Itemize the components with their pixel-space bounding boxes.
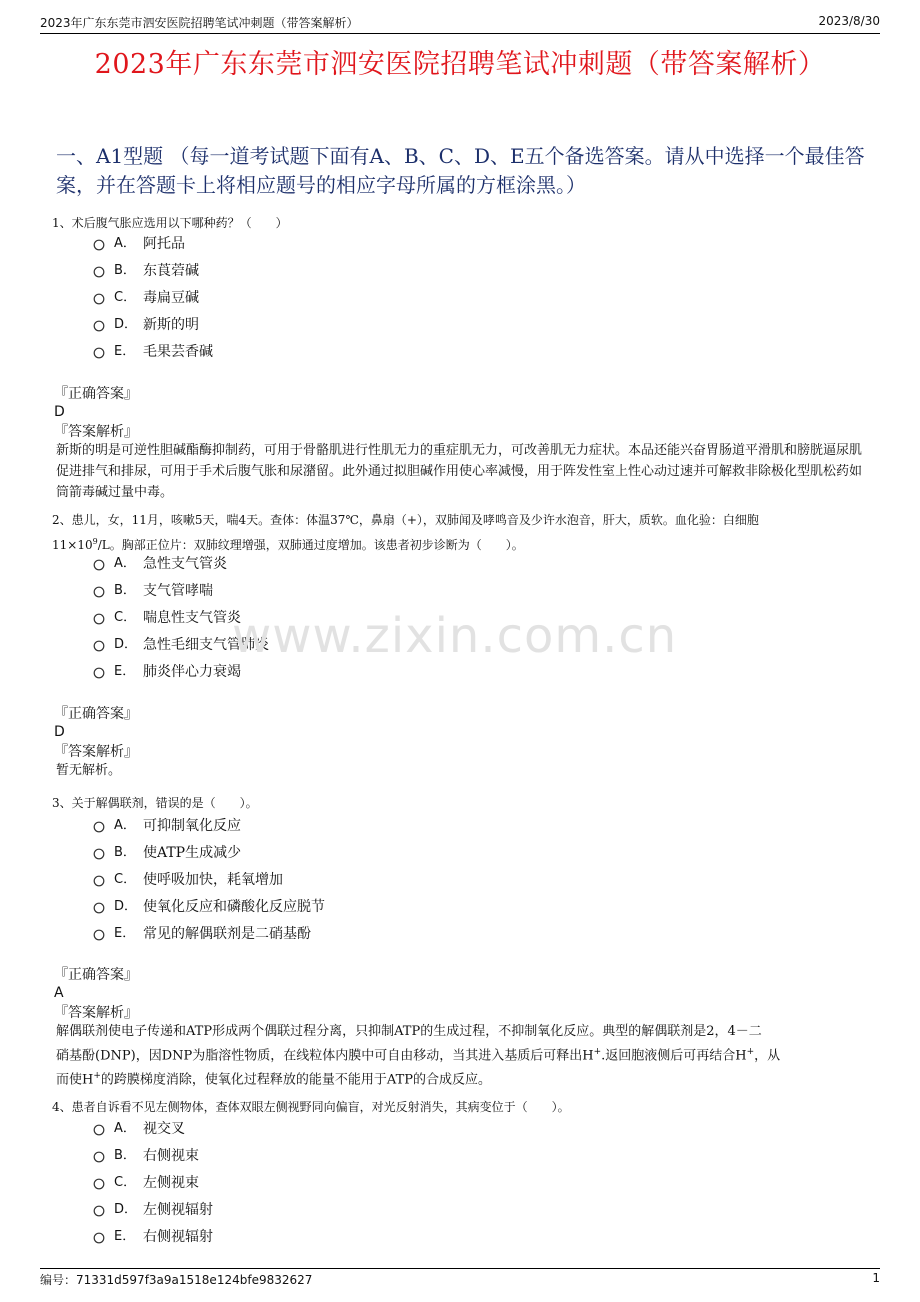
radio-icon[interactable] (93, 239, 105, 251)
correct-answer-2: D (54, 724, 65, 740)
radio-icon[interactable] (93, 613, 105, 625)
page-footer (40, 1271, 880, 1288)
radio-icon[interactable] (93, 1232, 105, 1244)
watermark: www.zixin.com.cn (232, 608, 678, 664)
radio-icon[interactable] (93, 902, 105, 914)
analysis-2: 暂无解析。 (56, 763, 122, 778)
correct-answer-1: D (54, 404, 65, 420)
header-rule (40, 33, 880, 34)
radio-icon[interactable] (93, 667, 105, 679)
correct-answer-3: A (54, 985, 64, 1001)
radio-icon[interactable] (93, 1124, 105, 1136)
radio-icon[interactable] (93, 1151, 105, 1163)
radio-icon[interactable] (93, 293, 105, 305)
question-3-stem: 3、关于解偶联剂，错误的是（ ）。 (52, 796, 258, 810)
radio-icon[interactable] (93, 875, 105, 887)
page-title: 2023年广东东莞市泗安医院招聘笔试冲刺题（带答案解析） (94, 49, 826, 80)
analysis-label: 『答案解析』 (54, 424, 138, 440)
radio-icon[interactable] (93, 266, 105, 278)
analysis-3: 解偶联剂使电子传递和ATP形成两个偶联过程分离，只抑制ATP的生成过程，不抑制氧化反应。典型的解偶联剂是2，4－二 硝基酚(DNP)，因DNP为脂溶性物质，在线粒体内膜中可自由移动，当其进入基质后可释出H+.返回胞液侧后可再结合H+，从 而使H+的跨膜梯度消除，使氧化过程释放的能量不能用于ATP的合成反应。 (56, 1024, 781, 1088)
correct-answer-label: 『正确答案』 (54, 967, 138, 983)
correct-answer-label: 『正确答案』 (54, 386, 138, 402)
header-doc-title: 2023年广东东莞市泗安医院招聘笔试冲刺题（带答案解析） (40, 16, 359, 30)
analysis-1: 新斯的明是可逆性胆碱酯酶抑制药，可用于骨骼肌进行性肌无力的重症肌无力，可改善肌无力症状。本品还能兴奋胃肠道平滑肌和膀胱逼尿肌促进排气和排尿，可用于手术后腹气胀和尿潴留。此外通过拟胆碱作用使心率减慢，用于阵发性室上性心动过速并可解救非除极化型肌松药如筒箭毒碱过量中毒。 (56, 443, 863, 500)
radio-icon[interactable] (93, 929, 105, 941)
radio-icon[interactable] (93, 1178, 105, 1190)
question-1-stem: 1、术后腹气胀应选用以下哪种药？（ ） (52, 216, 288, 230)
question-2-stem-line1: 2、患儿，女，11月，咳嗽5天，喘4天。查体：体温37℃，鼻扇（+），双肺闻及哮鸣音及少许水泡音，肝大，质软。血化验：白细胞 (52, 513, 759, 527)
analysis-label: 『答案解析』 (54, 744, 138, 760)
question-2-stem-line2: $11\times 10^9/L$。胸部正位片：双肺纹理增强，双肺通过度增加。该患者初步诊断为（ ）。 (52, 537, 524, 552)
radio-icon[interactable] (93, 559, 105, 571)
correct-answer-label: 『正确答案』 (54, 706, 138, 722)
radio-icon[interactable] (93, 320, 105, 332)
analysis-label: 『答案解析』 (54, 1005, 138, 1021)
question-4-stem: 4、患者自诉看不见左侧物体，查体双眼左侧视野同向偏盲，对光反射消失，其病变位于（ ）。 (52, 1100, 570, 1114)
header-date: 2023/8/30 (818, 14, 880, 28)
question-2-stem (52, 509, 870, 556)
section-heading: 一、A1型题 （每一道考试题下面有A、B、C、D、E五个备选答案。请从中选择一个最佳答案，并在答题卡上将相应题号的相应字母所属的方框涂黑。） (56, 144, 865, 197)
document-code: 编号：71331d597f3a9a1518e124bfe9832627 (40, 1273, 313, 1287)
radio-icon[interactable] (93, 1205, 105, 1217)
radio-icon[interactable] (93, 586, 105, 598)
footer-rule (40, 1268, 880, 1269)
radio-icon[interactable] (93, 640, 105, 652)
radio-icon[interactable] (93, 848, 105, 860)
radio-icon[interactable] (93, 347, 105, 359)
radio-icon[interactable] (93, 821, 105, 833)
page-number: 1 (872, 1271, 880, 1285)
page-header (40, 14, 880, 32)
